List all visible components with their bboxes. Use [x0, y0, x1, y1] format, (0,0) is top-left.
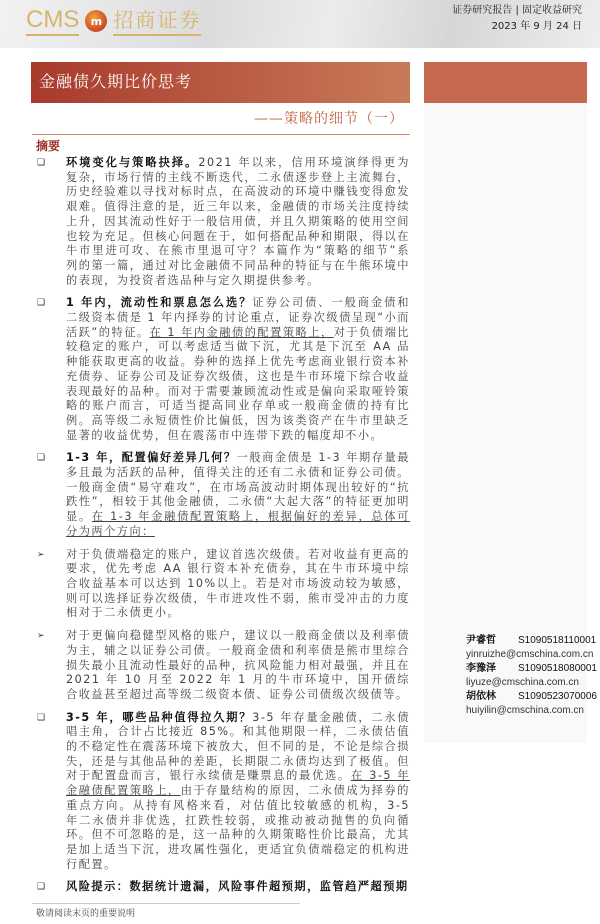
report-type: 证券研究报告 | 固定收益研究: [452, 5, 582, 16]
abstract-item: [32, 711, 410, 873]
sidebar-panel: [424, 103, 587, 743]
abstract-item: [32, 451, 410, 539]
abstract-item: [32, 156, 410, 288]
author-1-email[interactable]: yinruizhe@cmschina.com.cn: [466, 649, 594, 660]
abstract-column: [32, 0, 410, 895]
abstract-sub-1: 对于负债端稳定的账户，建议首选次级债。若对收益有更高的要求，优先考虑 AA 银行资本补充债券，其在牛市环境中综合收益基本可以达到 10%以上。若是对市场波动较为敏感，则可以选择证券次级债，牛市进攻性不弱，熊市受冲击的力度相对于二永债更小。: [66, 547, 410, 620]
report-date: 2023 年 9 月 24 日: [491, 21, 582, 32]
risk-warning: 风险提示：数据统计遗漏，风险事件超预期，监管趋严超预期: [66, 880, 409, 894]
report-subtitle: ——策略的细节（一）: [254, 111, 404, 127]
author-3: 胡依林 S1090523070006: [466, 691, 597, 702]
logo-mark-icon: m: [85, 10, 107, 32]
square-bullet-icon: ❑: [37, 158, 46, 168]
abstract-subitem: [32, 629, 410, 703]
abstract-sub-2: 对于更偏向稳健型风格的账户，建议以一般商金债以及利率债为主，辅之以证券公司债。一般商金债和利率债是熊市里综合损失最小且流动性最好的品种，抗风险能力相对最强，并且在 2021 年 10 月至 2022 年 1 月的牛市环境中，国开债综合收益甚至超过高等级二级资本债、证券公司债级次级债等。: [66, 629, 410, 701]
footer-divider: [32, 903, 300, 904]
abstract-para-3: 1-3 年，配置偏好差异几何？一般商金债是 1-3 年期存量最多且最为活跃的品种，值得关注的还有二永债和证券公司债。一般商金债“易守难攻”，在市场高波动时期体现出较好的“抗跌性”，相较于其他金融债，二永债“大起大落”的特征更加明显。在 1-3 年金融债配置策略上，根据偏好的差异，总体可分为两个方向：: [66, 451, 410, 538]
abstract-para-4: 3-5 年，哪些品种值得拉久期？3-5 年存量金融债，二永债唱主角，合计占比接近 85%。和其他期限一样，二永债估值的不稳定性在震荡环境下被放大，但不同的是，不论是综合损失，还是与其他品种的差距，长期限二永债均达到了极值。但对于配置盘而言，银行永续债是赚票息的最优选。在 3-5 年金融债配置策略上，由于存量结构的原因，二永债成为择券的重点方向。从持有风格来看，对估值比较敏感的机构，3-5 年二永债并非优选，扛跌性较弱，或推动被动抛售的负向循环。但不可忽略的是，这一品种的久期策略性价比最高，尤其是加上适当下沉，进攻属性强化，更适宜负债端稳定的机构进行配置。: [66, 710, 410, 871]
author-2-email[interactable]: liyuze@cmschina.com.cn: [466, 677, 579, 688]
abstract-item: [32, 296, 410, 443]
logo-cn: 招商证券: [113, 6, 201, 36]
square-bullet-icon: ❑: [37, 882, 46, 893]
square-bullet-icon: ❑: [37, 712, 46, 723]
report-title: 金融债久期比价思考: [31, 62, 410, 103]
abstract-subitem: [32, 548, 410, 622]
footer-note: 敬请阅读末页的重要说明: [36, 909, 136, 920]
footer: [32, 903, 300, 924]
arrow-bullet-icon: ➢: [37, 631, 45, 642]
square-bullet-icon: ❑: [37, 298, 46, 309]
author-2: 李豫泽 S1090518080001: [466, 663, 597, 674]
logo-en: CMS: [26, 6, 79, 36]
abstract-heading: 摘要: [36, 139, 61, 153]
author-3-email[interactable]: huiyilin@cmschina.com.cn: [466, 705, 584, 716]
arrow-bullet-icon: ➢: [37, 549, 45, 560]
abstract-item: [32, 880, 410, 895]
abstract-para-2: 1 年内，流动性和票息怎么选？证券公司债、一般商金债和二级资本债是 1 年内择券的讨论重点，证券次级债呈现“小而活跃”的特征。在 1 年内金融债的配置策略上，对于负债端比较稳定的账户，可以考虑适当做下沉，尤其是下沉至 AA 品种能获取更高的收益。券种的选择上优先考虑商业银行资本补充债券、证券公司及证券次级债，这也是牛市环境下综合收益表现最好的品种。而对于需要兼顾流动性或是偏向采取哑铃策略的账户而言，可适当提高同业存单或一般商金债的持有比例。高等级二永短债性价比偏低，因为该类资产在牛市里缺乏显著的收益优势，但在震荡市中连带下跌的幅度却不小。: [66, 296, 410, 442]
sidebar-header: [424, 62, 587, 103]
square-bullet-icon: ❑: [37, 453, 46, 464]
author-1: 尹睿哲 S1090518110001: [466, 635, 597, 646]
abstract-para-1: 环境变化与策略抉择。2021 年以来，信用环境演绎得更为复杂，市场行情的主线不断迭代，二永债逐步登上主流舞台，历史经验难以寻找对标时点，在高波动的环境中赚钱变得愈发艰难。值得注意的是，近三年以来，金融债的市场关注度持续上升，因其流动性好于一般信用债，并且久期策略的使用空间也较为充足。但核心问题在于，如何搭配品种和期限，得以在牛市里进可攻、在熊市里退可守？本篇作为“策略的细节”系列的第一篇，通过对比金融债不同品种的特征与在牛熊环境中的表现，为投资者选品种与定久期提供参考。: [66, 156, 410, 287]
